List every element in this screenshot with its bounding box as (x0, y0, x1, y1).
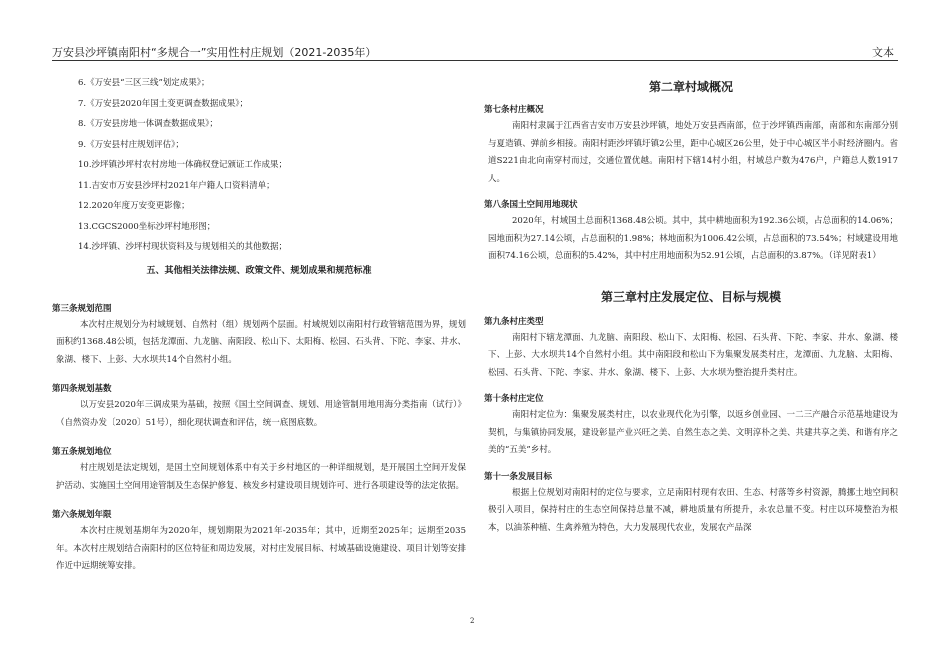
reference-item: 9.《万安县村庄规划评估》； (78, 139, 184, 150)
chapter-2-heading: 第二章村域概况 (648, 80, 733, 94)
article-10-text: 南阳村定位为：集聚发展类村庄，以农业现代化为引擎，以返乡创业园、一二三产融合示范基地建设为契机，与集镇协同发展，建设彰显产业兴旺之美、自然生态之美、文明淳朴之美、共建共享之美、和谐有序之美的“五美”乡村。 (488, 410, 898, 455)
reference-item: 10.沙坪镇沙坪村农村房地一体确权登记颁证工作成果； (78, 160, 288, 170)
article-7-title: 第七条村庄概况 (484, 105, 544, 115)
article-3-text: 本次村庄规划分为村域规划、自然村（组）规划两个层面。村域规划以南阳村行政管辖范围为界，规划面积约1368.48公顷，包括龙潭面、九龙脑、南阳段、松山下、太阳梅、松园、石头背、下陀、李家、井水、象湖、楼下、上彭、大水坝共14个自然村小组。 (56, 319, 466, 365)
reference-item: 8.《万安县房地一体调查数据成果》； (78, 119, 218, 129)
article-10-title: 第十条村庄定位 (484, 394, 544, 404)
article-4-text: 以万安县2020年三调成果为基础，按照《国土空间调查、规划、用途管制用地用海分类指南（试行）》（自然资办发〔2020〕51号），细化现状调查和评估，统一底图底数。 (56, 400, 466, 428)
article-5-title: 第五条规划地位 (52, 447, 112, 457)
chapter-3-heading: 第三章村庄发展定位、目标与规模 (600, 289, 781, 304)
article-11-text: 根据上位规划对南阳村的定位与要求，立足南阳村现有农田、生态、村落等乡村资源，腾挪土地空间积极引入项目，保持村庄的生态空间保持总量不减，耕地质量有所提升，永农总量不变。村庄以环境整治为根本，以油茶种植、生禽养殖为特色，大力发展现代农业，发展农产品深 (488, 487, 898, 533)
article-5-text: 村庄规划是法定规划，是国土空间规划体系中有关于乡村地区的一种详细规划，是开展国土空间开发保护活动、实施国土空间用途管制及生态保护修复、核发乡村建设项目规划许可、进行各项建设等的法定依据。 (56, 463, 466, 491)
reference-item: 11.吉安市万安县沙坪村2021年户籍人口资料清单； (78, 180, 275, 191)
reference-item: 12.2020年度万安变更影像； (78, 201, 190, 211)
article-6-title: 第六条规划年限 (52, 510, 112, 520)
section-subheading: 五、其他相关法律法规、政策文件、规划成果和规范标准 (146, 265, 372, 276)
article-8-text: 2020年，村域国土总面积1368.48公顷。其中，其中耕地面积为192.36公顷，占总面积的14.06%；园地面积为27.14公顷，占总面积的1.98%；林地面积为1006.42公顷，占总面积的73.54%；村域建设用地面积74.16公顷，总面积的5.42%，其中村庄用地面积为52.91公顷，占总面积的3.87%。（详见附表1） (488, 216, 898, 261)
document-title: 万安县沙坪镇南阳村“多规合一”实用性村庄规划（2021-2035年） (52, 46, 377, 59)
article-8-title: 第八条国土空间用地现状 (484, 200, 578, 210)
page-header (52, 44, 898, 61)
reference-item: 6.《万安县“三区三线”划定成果》； (78, 78, 210, 88)
page-number: 2 (470, 617, 475, 625)
reference-item: 7.《万安县2020年国土变更调查数据成果》； (78, 98, 248, 109)
document-type-label: 文本 (872, 46, 894, 59)
article-11-title: 第十一条发展目标 (484, 471, 553, 482)
article-3-title: 第三条规划范围 (52, 303, 112, 314)
right-column (484, 78, 898, 537)
article-6-text: 本次村庄规划基期年为2020年，规划期限为2021年-2035年；其中，近期至2025年；远期至2035年。本次村庄规划结合南阳村的区位特征和周边发展，对村庄发展目标、村域基础设施建设、项目计划等安排作近中远期统筹安排。 (56, 526, 466, 571)
article-9-text: 南阳村下辖龙潭面、九龙脑、南阳段、松山下、太阳梅、松园、石头背、下陀、李家、井水、象湖、楼下、上彭、大水坝共14个自然村小组。其中南阳段和松山下为集聚发展类村庄，龙潭面、九龙脑、太阳梅、松园、石头背、下陀、李家、井水、象湖、楼下、上彭、大水坝为整治提升类村庄。 (488, 332, 898, 378)
reference-item: 14.沙坪镇、沙坪村现状资料及与规划相关的其他数据； (78, 242, 288, 252)
article-4-title: 第四条规划基数 (52, 384, 112, 394)
article-7-text: 南阳村隶属于江西省吉安市万安县沙坪镇，地处万安县西南部，位于沙坪镇西南部，南部和东南部分别与夏造镇、弹前乡相接。南阳村距沙坪镇圩镇2公里，距中心城区26公里，处于中心城区半小时经济圈内。省道S221由北向南穿村而过，交通位置优越。南阳村下辖14村小组，村域总户数为476户，户籍总人数1917人。 (488, 121, 898, 184)
left-column (52, 78, 466, 576)
reference-item: 13.CGCS2000坐标沙坪村地形图； (78, 221, 216, 232)
article-9-title: 第九条村庄类型 (484, 316, 544, 327)
